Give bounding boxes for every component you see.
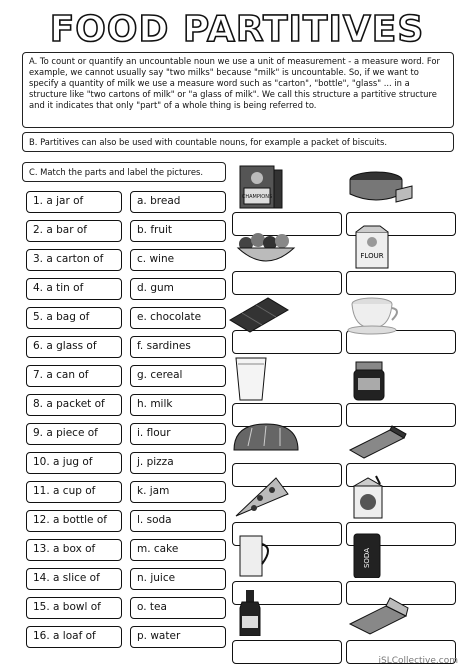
food-item[interactable]: c. wine xyxy=(130,249,226,271)
partitive-item[interactable]: 14. a slice of xyxy=(26,568,122,590)
jam-jar-picture xyxy=(346,356,416,402)
page-title: FOOD PARTITIVES xyxy=(49,9,425,50)
milk-jug-picture xyxy=(232,532,302,578)
food-item[interactable]: h. milk xyxy=(130,394,226,416)
food-item[interactable]: b. fruit xyxy=(130,220,226,242)
food-item[interactable]: f. sardines xyxy=(130,336,226,358)
food-item[interactable]: m. cake xyxy=(130,539,226,561)
site-watermark: iSLCollective.com xyxy=(378,656,458,666)
food-item[interactable]: g. cereal xyxy=(130,365,226,387)
chocolate-bar-picture xyxy=(228,290,298,336)
section-c-text: C. Match the parts and label the pictures. xyxy=(22,162,226,182)
food-item[interactable]: p. water xyxy=(130,626,226,648)
partitive-item[interactable]: 3. a carton of xyxy=(26,249,122,271)
flour-bag-label: FLOUR xyxy=(360,252,384,260)
partitive-item[interactable]: 10. a jug of xyxy=(26,452,122,474)
cereal-box-label: CHAMPIONS xyxy=(241,194,273,200)
food-item[interactable]: k. jam xyxy=(130,481,226,503)
answer-box-15[interactable] xyxy=(232,640,342,664)
partitive-item[interactable]: 5. a bag of xyxy=(26,307,122,329)
tea-cup-picture xyxy=(346,290,416,336)
partitive-item[interactable]: 15. a bowl of xyxy=(26,597,122,619)
partitive-item[interactable]: 4. a tin of xyxy=(26,278,122,300)
food-item[interactable]: j. pizza xyxy=(130,452,226,474)
partitive-item[interactable]: 16. a loaf of xyxy=(26,626,122,648)
soda-can-picture xyxy=(346,532,416,578)
partitive-item[interactable]: 7. a can of xyxy=(26,365,122,387)
partitive-item[interactable]: 2. a bar of xyxy=(26,220,122,242)
food-item[interactable]: l. soda xyxy=(130,510,226,532)
partitive-item[interactable]: 8. a packet of xyxy=(26,394,122,416)
section-a-text: A. To count or quantify an uncountable noun we use a unit of measurement - a measure word. For example, we cannot usually say "two milks" because "milk" is uncountable. So, if we want to specify a quantity of milk we use a measure word such as "carton", "bottle", "glass" ... in a structure like "two cartons of milk" or "a glass of milk". We call this structure a partitive structure and it indicates that only "part" of a whole thing is being referred to. xyxy=(22,52,454,128)
bread-loaf-picture xyxy=(232,418,302,464)
fruit-bowl-picture xyxy=(232,224,302,270)
partitive-item[interactable]: 13. a box of xyxy=(26,539,122,561)
food-item[interactable]: a. bread xyxy=(130,191,226,213)
partitive-item[interactable]: 11. a cup of xyxy=(26,481,122,503)
partitive-item[interactable]: 12. a bottle of xyxy=(26,510,122,532)
food-item[interactable]: n. juice xyxy=(130,568,226,590)
section-b-text: B. Partitives can also be used with countable nouns, for example a packet of biscuits. xyxy=(22,132,454,152)
food-item[interactable]: d. gum xyxy=(130,278,226,300)
flour-bag-picture xyxy=(346,224,416,270)
cake-picture xyxy=(346,164,416,210)
gum-packet-picture xyxy=(346,418,416,464)
cereal-box-picture xyxy=(232,164,302,210)
food-item[interactable]: e. chocolate xyxy=(130,307,226,329)
sardine-tin-picture xyxy=(346,590,416,636)
partitive-item[interactable]: 9. a piece of xyxy=(26,423,122,445)
food-item[interactable]: o. tea xyxy=(130,597,226,619)
glass-of-milk-picture xyxy=(232,356,302,402)
food-item[interactable]: i. flour xyxy=(130,423,226,445)
soda-can-label: SODA xyxy=(363,547,371,569)
partitive-item[interactable]: 6. a glass of xyxy=(26,336,122,358)
partitive-item[interactable]: 1. a jar of xyxy=(26,191,122,213)
pizza-slice-picture xyxy=(232,474,302,520)
wine-bottle-picture xyxy=(232,590,302,636)
juice-carton-picture xyxy=(346,474,416,520)
